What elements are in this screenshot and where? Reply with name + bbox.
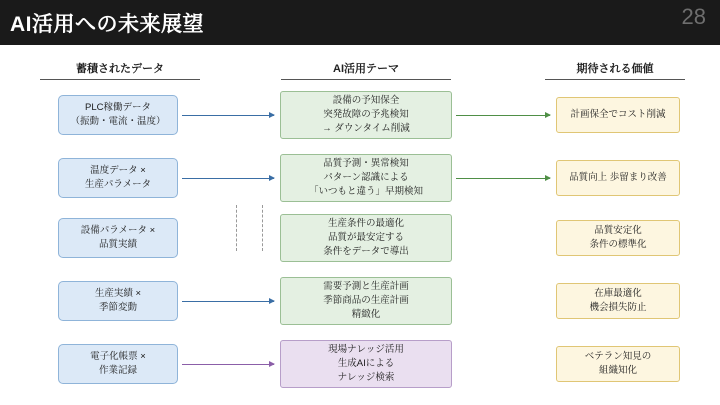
theme-box-line: 設備の予知保全 (332, 95, 400, 107)
data-box-row-1 (58, 95, 178, 135)
theme-box-line: 精緻化 (351, 308, 381, 320)
page-title: AI活用への未来展望 (10, 13, 204, 36)
value-box-line: 品質向上 歩留まり改善 (569, 172, 667, 184)
theme-box-line: パターン認識による (323, 172, 409, 184)
column-header-label: 期待される価値 (576, 63, 654, 75)
theme-box-line: 季節商品の生産計画 (323, 295, 409, 307)
theme-box-line: ナレッジ検索 (337, 371, 395, 383)
data-box-row-5 (58, 344, 178, 384)
data-box-row-3 (58, 218, 178, 258)
value-box-line: 組織知化 (598, 365, 637, 376)
column-header-label: 蓄積されたデータ (76, 63, 164, 75)
value-box-row-5 (556, 346, 680, 382)
value-box-line: 機会損失防止 (589, 302, 647, 313)
arrow-theme-to-value-2 (456, 178, 550, 179)
theme-box-line: 突発故障の予兆検知 (323, 109, 409, 121)
arrow-theme-to-value-1 (456, 115, 550, 116)
value-box-row-3 (556, 220, 680, 256)
header-rule (281, 79, 451, 80)
theme-box-row-2 (280, 154, 452, 202)
data-box-row-2 (58, 158, 178, 198)
theme-box-line: 「いつもと違う」早期検知 (308, 185, 423, 197)
column-header-ai-themes (281, 60, 451, 80)
arrow-data-to-theme-4 (182, 301, 274, 302)
theme-box-line: → ダウンタイム削減 (322, 122, 410, 134)
theme-box-row-4 (280, 277, 452, 325)
value-box-line: ベテラン知見の (584, 351, 652, 363)
value-box-row-2 (556, 160, 680, 196)
theme-box-line: 現場ナレッジ活用 (328, 344, 404, 356)
theme-box-line: 生成AIによる (337, 358, 395, 370)
data-box-line: 設備パラメータ × (80, 225, 156, 237)
column-header-label: AI活用テーマ (333, 63, 399, 75)
arrow-data-to-theme-2 (182, 178, 274, 179)
theme-box-line: 生産条件の最適化 (327, 218, 404, 230)
data-box-line: 生産実績 × (94, 288, 142, 300)
data-box-line: PLC稼働データ (85, 102, 151, 114)
value-box-line: 在庫最適化 (594, 288, 642, 300)
data-box-line: 生産パラメータ (84, 179, 152, 190)
header-rule (40, 79, 200, 80)
theme-box-line: 需要予測と生産計画 (323, 281, 409, 293)
data-box-line: （振動・電流・温度） (70, 116, 166, 127)
data-box-line: 季節変動 (98, 302, 137, 313)
value-box-line: 品質安定化 (594, 225, 642, 237)
value-box-row-4 (556, 283, 680, 319)
data-box-line: 温度データ × (90, 165, 146, 177)
theme-box-row-3 (280, 214, 452, 262)
data-box-line: 作業記録 (98, 365, 137, 376)
theme-box-row-1 (280, 91, 452, 139)
data-box-line: 品質実績 (98, 239, 137, 250)
arrow-data-to-theme-5 (182, 364, 274, 365)
arrow-data-to-theme-1 (182, 115, 274, 116)
column-header-expected-value (545, 60, 685, 80)
value-box-line: 計画保全でコスト削減 (570, 109, 666, 121)
column-header-accumulated-data (40, 60, 200, 80)
theme-box-line: 品質予測・異常検知 (323, 158, 409, 170)
theme-box-row-5 (280, 340, 452, 388)
title-bar (0, 0, 720, 45)
theme-box-line: 品質が最安定する (327, 232, 404, 244)
slide-number: 28 (681, 4, 706, 29)
data-box-line: 電子化帳票 × (90, 351, 146, 363)
value-box-line: 条件の標準化 (589, 239, 647, 250)
value-box-row-1 (556, 97, 680, 133)
dashed-connector-left (236, 205, 237, 251)
dashed-connector-right (262, 205, 263, 251)
header-rule (545, 79, 685, 80)
theme-box-line: 条件をデータで導出 (323, 245, 409, 257)
data-box-row-4 (58, 281, 178, 321)
